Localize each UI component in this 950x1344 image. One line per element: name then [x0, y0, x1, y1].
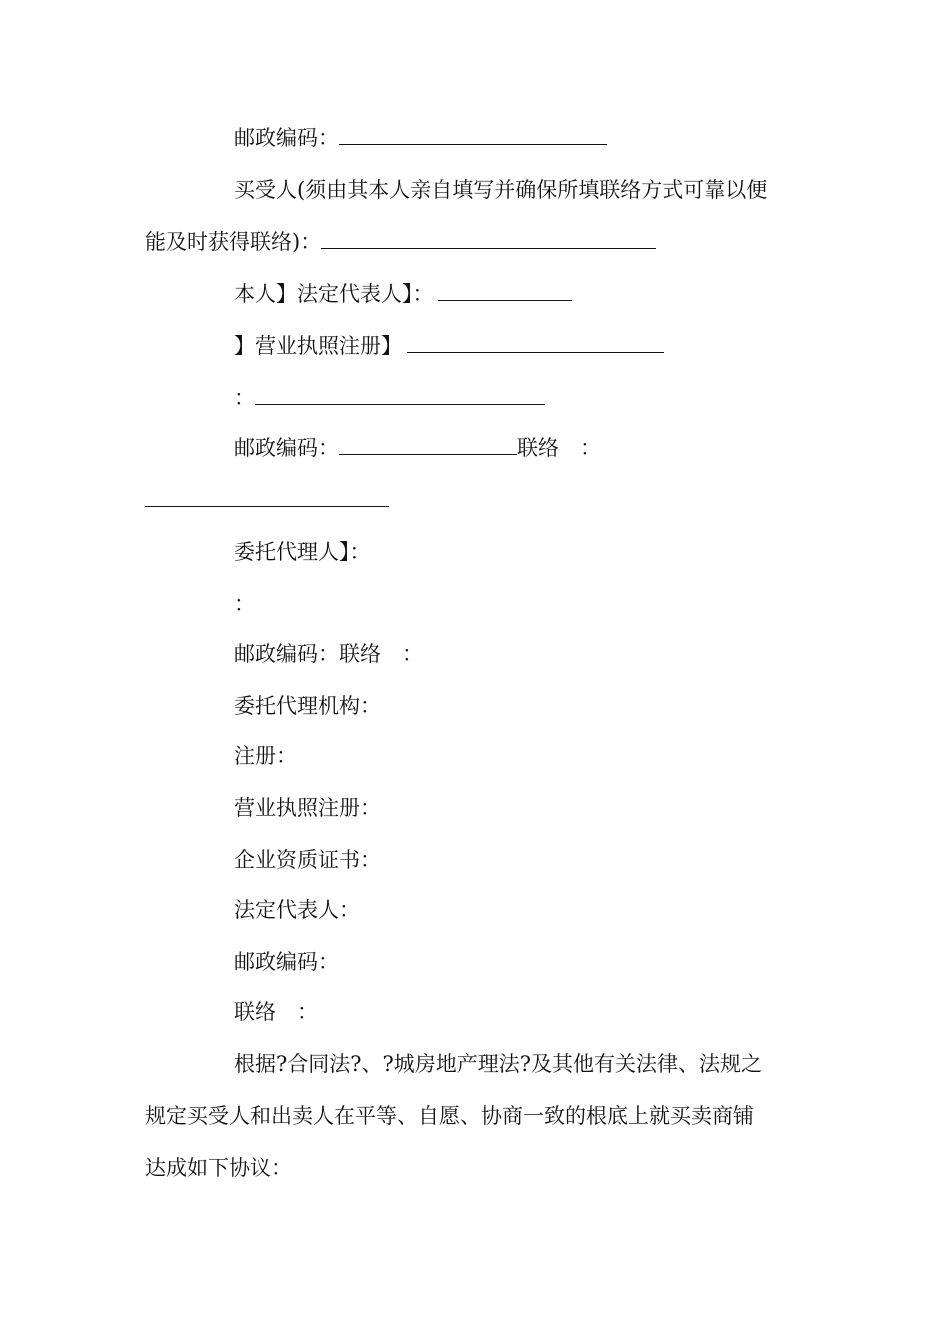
- license-label: 】营业执照注册】: [234, 334, 402, 358]
- agent-address-line: [234, 590, 255, 618]
- buyer-contact-label: 联络 ：: [517, 436, 601, 460]
- basis-text-3: 达成如下协议：: [145, 1156, 292, 1180]
- basis-paragraph-line-2: [145, 1102, 754, 1130]
- buyer-postal-blank: [339, 434, 517, 455]
- basis-text-2: 规定买受人和出卖人在平等、自愿、协商一致的根底上就买卖商铺: [145, 1104, 754, 1128]
- license-blank: [407, 332, 664, 353]
- agency-contact-line: [234, 998, 318, 1026]
- legal-rep-blank: [438, 280, 572, 301]
- buyer-address-line: [234, 384, 545, 412]
- agency-contact-label: 联络 ：: [234, 1000, 318, 1024]
- buyer-intro-text: 买受人(须由其本人亲自填写并确保所填联络方式可靠以便: [234, 178, 768, 202]
- legal-rep-label: 本人】法定代表人】：: [234, 282, 434, 306]
- buyer-intro-line-2: [145, 228, 656, 256]
- buyer-name-blank: [321, 228, 656, 249]
- agency-postal-code-label: 邮政编码：: [234, 950, 339, 974]
- basis-paragraph-line-1: [234, 1050, 762, 1078]
- legal-representative-line: [234, 896, 360, 924]
- agency-line: [234, 692, 381, 720]
- business-license-line: [234, 794, 381, 822]
- qualification-cert-label: 企业资质证书：: [234, 848, 381, 872]
- legal-representative-label: 法定代表人：: [234, 898, 360, 922]
- postal-code-blank: [339, 124, 607, 145]
- basis-text-1: 根据?合同法?、?城房地产理法?及其他有关法律、法规之: [234, 1052, 763, 1076]
- agent-person-line: [234, 538, 371, 566]
- agency-label: 委托代理机构：: [234, 694, 381, 718]
- buyer-legal-rep-line: [234, 280, 572, 308]
- qualification-cert-line: [234, 846, 381, 874]
- agency-postal-code-line: [234, 948, 339, 976]
- address-colon: ：: [234, 386, 255, 410]
- basis-paragraph-line-3: [145, 1154, 292, 1182]
- buyer-contact-blank-line: [145, 486, 389, 514]
- agent-postal-contact-label: 邮政编码：联络 ：: [234, 642, 423, 666]
- buyer-contact-blank: [145, 486, 389, 507]
- registration-line: [234, 742, 297, 770]
- agent-person-label: 委托代理人】：: [234, 540, 371, 564]
- buyer-intro-continuation: 能及时获得联络)：: [145, 230, 322, 254]
- address-blank: [255, 384, 545, 405]
- registration-label: 注册：: [234, 744, 297, 768]
- agent-address-colon: ：: [234, 592, 255, 616]
- agent-postal-contact-line: [234, 640, 423, 668]
- buyer-intro-line-1: [234, 176, 767, 204]
- buyer-license-line: [234, 332, 664, 360]
- business-license-label: 营业执照注册：: [234, 796, 381, 820]
- buyer-postal-label: 邮政编码：: [234, 436, 339, 460]
- postal-code-label: 邮政编码：: [234, 126, 339, 150]
- buyer-postal-contact-line: [234, 434, 601, 462]
- seller-postal-code-line: [234, 124, 607, 152]
